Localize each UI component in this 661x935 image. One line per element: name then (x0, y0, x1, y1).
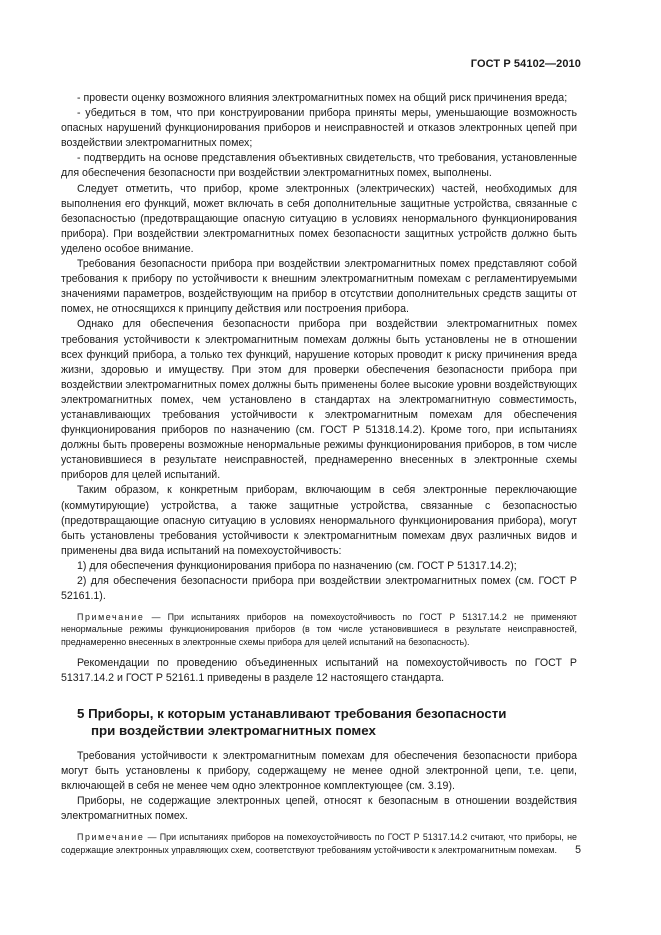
note-label: Примечание (77, 832, 145, 843)
note-label: Примечание (77, 612, 145, 623)
paragraph: Следует отметить, что прибор, кроме электронных (электрических) частей, необходимых для выполнения его функций, может включать в себя дополнительные защитные устройства, связанные с безопасностью (предотвращающие опасную ситуацию в условиях ненормального функционирования прибора). При воздействии электромагнитных помех безопасности защитных устройств должно быть уделено особое внимание. (61, 182, 577, 255)
paragraph: - убедиться в том, что при конструировании прибора приняты меры, уменьшающие возможность опасных нарушений функционирования приборов и неисправностей и отказов электронных цепей при воздействии электромагнитных помех; (61, 107, 577, 150)
note-text: — При испытаниях приборов на помехоустойчивость по ГОСТ Р 51317.14.2 считают, что приборы, не содержащие электронных управляющих схем, соответствуют требованиям устойчивости к электромагнитным помехам. (61, 832, 577, 855)
note-text: — При испытаниях приборов на помехоустойчивость по ГОСТ Р 51317.14.2 не применяют ненормальные режимы функционирования приборов (в том числе установившиеся в результате неисправностей, преднамеренно внесенных в электронные схемы прибора для целей испытаний на безопасность). (61, 612, 577, 647)
paragraph: Требования устойчивости к электромагнитным помехам для обеспечения безопасности прибора могут быть установлены к прибору, содержащему не менее одной электронной цепи, т.е. цепи, включающей в себя не менее чем одно электронное комплектующее (см. 3.19). (61, 749, 577, 793)
paragraph: Таким образом, к конкретным приборам, включающим в себя электронные переключающие (коммутирующие) устройства, а также защитные устройства, связанные с безопасностью (предотвращающие опасную ситуацию в условиях ненормального функционирования прибора), могут быть установлены требования устойчивости к электромагнитным помехам двух различных видов и применены два вида испытаний на помехоустойчивость: (61, 484, 577, 557)
section-heading (77, 705, 577, 739)
note (61, 831, 577, 855)
document-body (61, 91, 577, 864)
note (61, 611, 577, 648)
paragraph: Требования безопасности прибора при воздействии электромагнитных помех представляют собой требования к прибору по устойчивости к внешним электромагнитным помехам с регламентируемыми значениями параметров, воздействующим на прибор в отсутствии дополнительных средств защиты от помех, не относящихся к принципу действия или построения прибора. (61, 258, 577, 316)
standard-code-header: ГОСТ Р 54102—2010 (470, 58, 581, 70)
paragraph: Однако для обеспечения безопасности прибора при воздействии электромагнитных помех требования устойчивости к электромагнитным помехам должны быть установлены не в отношении всех функций прибора, а только тех функций, нарушение которых проводит к риску причинения вреда жизни, здоровью и имуществу. При этом для проверки обеспечения безопасности прибора при воздействии электромагнитных помех должны быть применены более высокие уровни воздействующих электромагнитных помех, чем установлено в стандартах на электромагнитную совместимость, устанавливающих требования устойчивости к электромагнитным помехам для обеспечения функционирования приборов по назначению (см. ГОСТ Р 51318.14.2). Кроме того, при испытаниях должны быть проверены возможные ненормальные режимы функционирования приборов, в том числе установившиеся в результате неисправностей, преднамеренно внесенных в электронные схемы приборов для целей испытаний. (61, 318, 577, 482)
page-number: 5 (575, 844, 581, 856)
list-item: 1) для обеспечения функционирования прибора по назначению (см. ГОСТ Р 51317.14.2); (77, 559, 517, 572)
paragraph: - провести оценку возможного влияния электромагнитных помех на общий риск причинения вреда; (77, 92, 568, 104)
list-item: 2) для обеспечения безопасности прибора при воздействии электромагнитных помех (см. ГОСТ Р 52161.1). (61, 575, 577, 603)
paragraph: - подтвердить на основе представления объективных свидетельств, что требования, установленные для обеспечения безопасности при воздействии электромагнитных помех, выполнены. (61, 152, 577, 180)
paragraph: Рекомендации по проведению объединенных испытаний на помехоустойчивость по ГОСТ Р 51317.14.2 и ГОСТ Р 52161.1 приведены в разделе 12 настоящего стандарта. (61, 656, 577, 684)
paragraph: Приборы, не содержащие электронных цепей, относят к безопасным в отношении воздействия электромагнитных помех. (61, 795, 577, 823)
section-title-line-2: при воздействии электромагнитных помех (91, 722, 376, 738)
section-title-line-1: 5 Приборы, к которым устанавливают требования безопасности (77, 705, 507, 721)
